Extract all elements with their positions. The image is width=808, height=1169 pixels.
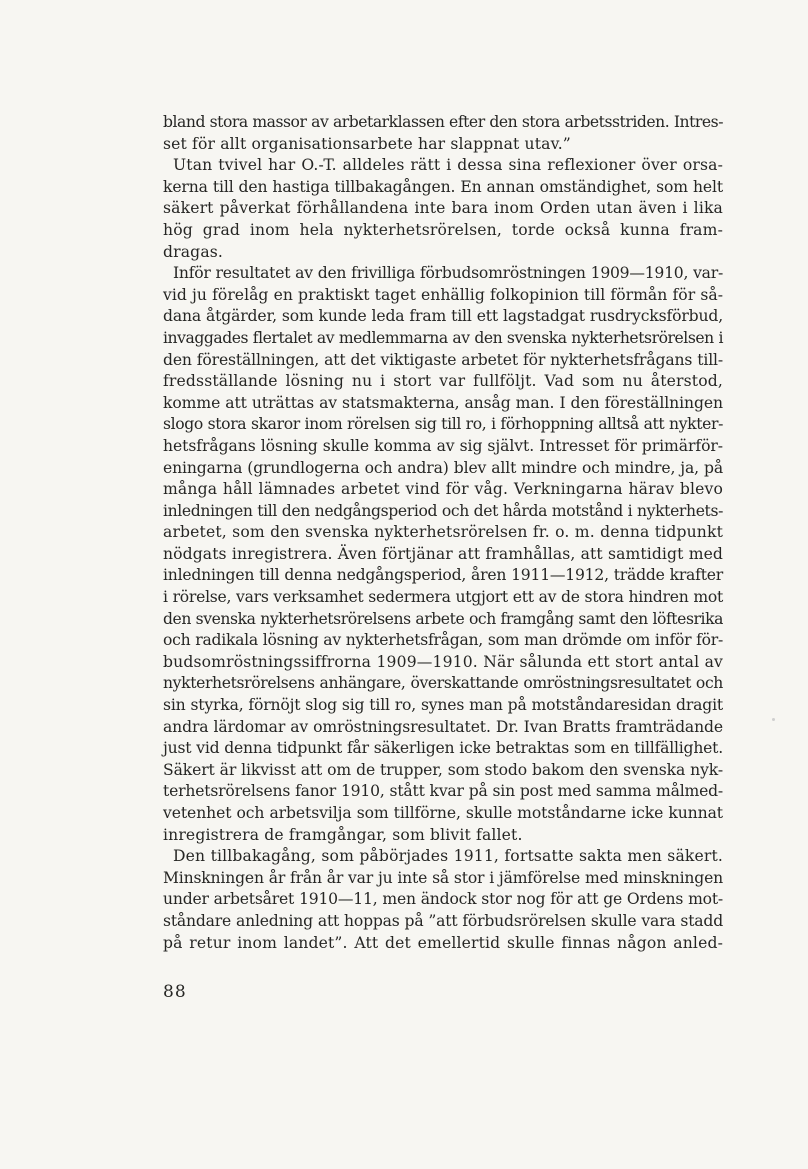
text-line: Den tillbakagång, som påbörjades 1911, fortsatte sakta men säkert. — [173, 847, 723, 866]
text-line: invaggades flertalet av medlemmarna av den svenska nykterhetsrörelsen i — [163, 328, 723, 347]
text-line: Inför resultatet av den frivilliga förbudsomröstningen 1909—1910, var- — [173, 264, 723, 283]
text-line: arbetet, som den svenska nykterhetsrörelsen fr. o. m. denna tidpunkt — [163, 523, 723, 542]
text-line: ståndare anledning att hoppas på ”att förbudsrörelsen skulle vara stadd — [163, 911, 723, 930]
text-line: hög grad inom hela nykterhetsrörelsen, torde också kunna fram- — [163, 220, 723, 239]
text-line: inledningen till denna nedgångsperiod, åren 1911—1912, trädde krafter — [163, 566, 723, 585]
text-line: nödgats inregistrera. Även förtjänar att framhållas, att samtidigt med — [163, 544, 723, 563]
text-line: inregistrera de framgångar, som blivit fallet. — [163, 825, 523, 844]
text-line: Utan tvivel har O.-T. alldeles rätt i dessa sina reflexioner över orsa- — [173, 156, 723, 175]
text-line: slogo stora skaror inom rörelsen sig till ro, i förhoppning alltså att nykter- — [163, 415, 723, 434]
text-line: Minskningen år från år var ju inte så stor i jämförelse med minskningen — [163, 868, 723, 887]
text-line: budsomröstningssiffrorna 1909—1910. När sålunda ett stort antal av — [163, 652, 723, 671]
text-line: den svenska nykterhetsrörelsens arbete och framgång samt den löftesrika — [163, 609, 723, 628]
text-line: dana åtgärder, som kunde leda fram till ett lagstadgat rusdrycksförbud, — [163, 307, 723, 326]
text-line: kerna till den hastiga tillbakagången. En annan omständighet, som helt — [163, 177, 723, 196]
text-line: nykterhetsrörelsens anhängare, överskattande omröstningsresultatet och — [163, 674, 723, 693]
text-line: sin styrka, förnöjt slog sig till ro, synes man på motståndaresidan dragit — [163, 696, 723, 715]
text-line: bland stora massor av arbetarklassen efter den stora arbetsstriden. Intres- — [163, 113, 723, 131]
page-number: 88 — [163, 982, 187, 1002]
text-line: inledningen till den nedgångsperiod och det hårda motstånd i nykterhets- — [163, 501, 723, 520]
text-line: den föreställningen, att det viktigaste arbetet för nykterhetsfrågans till- — [163, 350, 723, 369]
text-line: andra lärdomar av omröstningsresultatet. Dr. Ivan Bratts framträdande — [163, 717, 723, 736]
paper-speck — [772, 718, 775, 721]
text-line: eningarna (grundlogerna och andra) blev allt mindre och mindre, ja, på — [163, 458, 723, 477]
text-line: på retur inom landet”. Att det emellertid skulle finnas någon anled- — [163, 933, 723, 952]
text-line: många håll lämnades arbetet vind för våg. Verkningarna härav blevo — [163, 480, 723, 499]
text-line: säkert påverkat förhållandena inte bara inom Orden utan även i lika — [163, 199, 723, 218]
text-line: och radikala lösning av nykterhetsfrågan, som man drömde om inför för- — [163, 631, 723, 650]
text-line: just vid denna tidpunkt får säkerligen icke betraktas som en tillfällighet. — [163, 739, 723, 758]
text-line: vid ju förelåg en praktiskt taget enhällig folkopinion till förmån för så- — [163, 285, 723, 304]
text-line: Säkert är likvisst att om de trupper, som stodo bakom den svenska nyk- — [163, 760, 723, 779]
text-line: set för allt organisationsarbete har slappnat utav.” — [163, 134, 571, 153]
text-line: under arbetsåret 1910—11, men ändock stor nog för att ge Ordens mot- — [163, 890, 723, 909]
text-line: i rörelse, vars verksamhet sedermera utgjort ett av de stora hindren mot — [163, 588, 723, 607]
text-line: hetsfrågans lösning skulle komma av sig självt. Intresset för primärför- — [163, 436, 723, 455]
text-line: komme att uträttas av statsmakterna, ansåg man. I den föreställningen — [163, 393, 723, 412]
text-line: vetenhet och arbetsvilja som tillförne, skulle motståndarne icke kunnat — [163, 804, 723, 822]
body-text — [163, 112, 723, 954]
text-line: terhetsrörelsens fanor 1910, stått kvar på sin post med samma målmed- — [163, 782, 723, 801]
text-line: dragas. — [163, 242, 224, 261]
text-line: fredsställande lösning nu i stort var fullföljt. Vad som nu återstod, — [163, 372, 723, 391]
